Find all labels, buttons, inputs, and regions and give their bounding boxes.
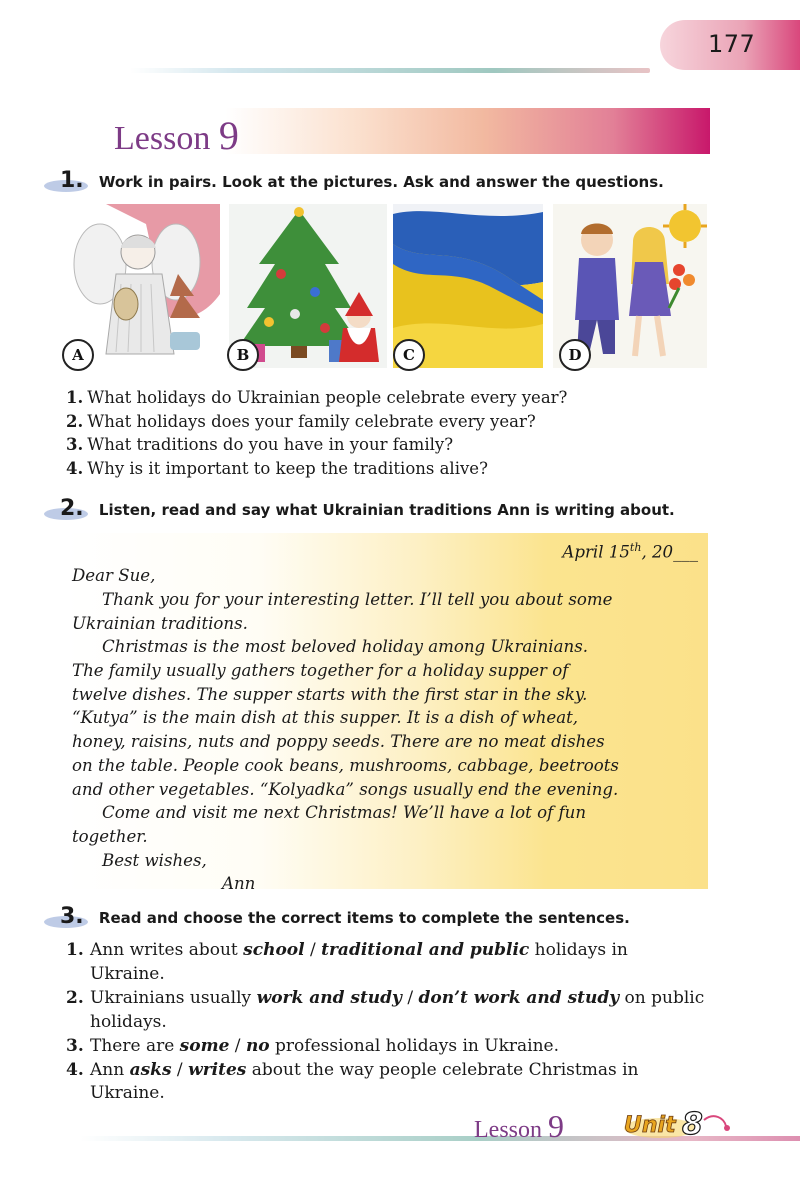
task-instruction: Listen, read and say what Ukrainian traditions Ann is writing about. <box>98 501 675 519</box>
letter-signature: Ann <box>222 874 256 894</box>
header-divider <box>130 68 650 73</box>
lesson-title <box>114 112 239 159</box>
task-number: 1. <box>60 168 84 193</box>
choice-option[interactable]: writes <box>188 1059 247 1080</box>
letter-text <box>72 536 700 896</box>
choice-option[interactable]: work and study <box>256 987 402 1008</box>
task-2-header <box>60 496 675 521</box>
list-item: 1. What holidays do Ukrainian people celebrate every year? <box>66 388 568 407</box>
lesson-word: Lesson <box>114 120 211 157</box>
unit-number: 8 <box>682 1107 703 1142</box>
list-item: 4. Ann asks / writes about the way people celebrate Christmas in Ukraine. <box>66 1059 639 1104</box>
letter-line: The family usually gathers together for a holiday supper of <box>72 661 569 681</box>
footer-lesson <box>474 1108 564 1145</box>
page-number: 177 <box>708 30 756 58</box>
picture-label-a: A <box>62 339 94 371</box>
unit-word: Unit <box>624 1113 676 1138</box>
task-3-header <box>60 904 630 929</box>
task-instruction: Work in pairs. Look at the pictures. Ask and answer the questions. <box>98 173 664 191</box>
sentence-list <box>66 939 708 1106</box>
letter-line: Come and visit me next Christmas! We’ll have a lot of fun <box>102 803 587 823</box>
picture-label-c: C <box>393 339 425 371</box>
letter-line: “Kutya” is the main dish at this supper. It is a dish of wheat, <box>72 708 579 728</box>
task-1-header <box>60 168 664 193</box>
letter-line: together. <box>72 826 148 846</box>
picture-label-d: D <box>559 339 591 371</box>
choice-option[interactable]: traditional and public <box>321 940 530 960</box>
choice-option[interactable]: some <box>179 1035 230 1056</box>
list-item: 2. Ukrainians usually work and study / don’t work and study on public holidays. <box>66 987 705 1032</box>
choice-option[interactable]: school <box>243 940 305 960</box>
unit-logo-icon <box>620 1102 730 1142</box>
letter-line: and other vegetables. “Kolyadka” songs usually end the evening. <box>72 779 619 799</box>
list-item: 2. What holidays does your family celebrate every year? <box>66 411 536 431</box>
letter-closing: Best wishes, <box>102 850 207 870</box>
list-item: 3. There are some / no professional holidays in Ukraine. <box>66 1035 560 1056</box>
picture-label-b: B <box>227 339 259 371</box>
letter-line: on the table. People cook beans, mushrooms, cabbage, beetroots <box>72 755 619 775</box>
footer-lesson-number: 9 <box>548 1108 564 1144</box>
list-item: 3. What traditions do you have in your family? <box>66 435 454 455</box>
choice-option[interactable]: asks <box>129 1059 172 1080</box>
letter-line: Thank you for your interesting letter. I’ll tell you about some <box>102 589 613 609</box>
lesson-number: 9 <box>218 113 239 158</box>
task-number: 3. <box>60 904 84 929</box>
list-item: 1. Ann writes about school / traditional and public holidays in Ukraine. <box>66 940 628 984</box>
task-instruction: Read and choose the correct items to complete the sentences. <box>98 909 630 927</box>
footer-lesson-word: Lesson <box>474 1117 542 1143</box>
letter-line: honey, raisins, nuts and poppy seeds. There are no meat dishes <box>72 732 605 752</box>
task-number: 2. <box>60 496 84 521</box>
choice-option[interactable]: no <box>245 1035 270 1056</box>
letter-date: April 15th, 20___ <box>562 541 698 562</box>
choice-option[interactable]: don’t work and study <box>418 987 620 1008</box>
list-item: 4. Why is it important to keep the traditions alive? <box>66 458 488 478</box>
question-list <box>66 386 706 480</box>
letter-line: Christmas is the most beloved holiday among Ukrainians. <box>102 637 588 657</box>
letter-line: Ukrainian traditions. <box>72 613 248 633</box>
letter-line: twelve dishes. The supper starts with the first star in the sky. <box>72 684 588 704</box>
letter-greeting: Dear Sue, <box>72 566 156 586</box>
